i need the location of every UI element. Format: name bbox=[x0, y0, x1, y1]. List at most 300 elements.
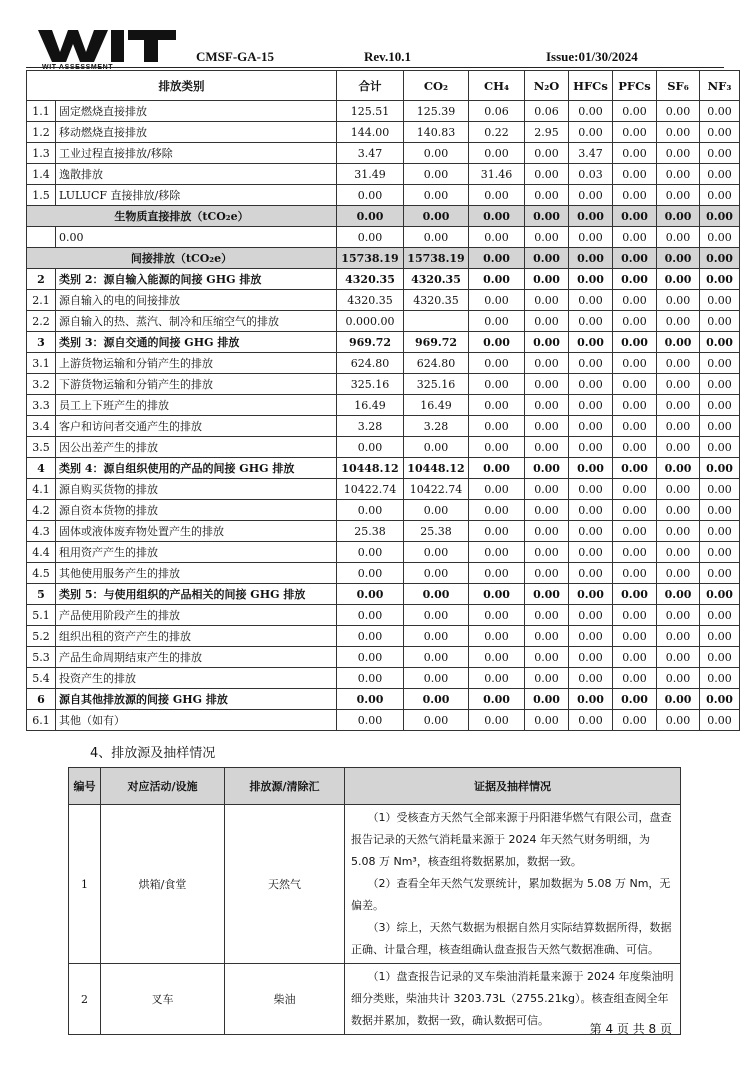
row-number: 3.5 bbox=[27, 437, 56, 458]
value-cell: 0.00 bbox=[469, 626, 525, 647]
value-cell: 0.00 bbox=[657, 689, 700, 710]
table-row bbox=[27, 122, 740, 143]
value-cell: 0.00 bbox=[657, 185, 700, 206]
value-cell: 0.00 bbox=[469, 563, 525, 584]
table-row bbox=[27, 437, 740, 458]
row-number: 4.2 bbox=[27, 500, 56, 521]
value-cell: 0.00 bbox=[404, 437, 469, 458]
value-cell: 0.00 bbox=[569, 647, 613, 668]
value-cell: 0.00 bbox=[657, 290, 700, 311]
value-cell: 0.00 bbox=[337, 227, 404, 248]
value-cell: 0.00 bbox=[613, 647, 657, 668]
value-cell: 0.00 bbox=[469, 416, 525, 437]
value-cell: 0.00 bbox=[469, 353, 525, 374]
value-cell: 0.00 bbox=[700, 143, 740, 164]
value-cell: 969.72 bbox=[337, 332, 404, 353]
value-cell: 0.00 bbox=[613, 689, 657, 710]
value-cell: 0.00 bbox=[337, 542, 404, 563]
source-cell: 天然气 bbox=[225, 805, 345, 964]
value-cell: 0.00 bbox=[337, 668, 404, 689]
value-cell: 0.00 bbox=[657, 332, 700, 353]
table-row bbox=[27, 542, 740, 563]
value-cell: 0.00 bbox=[700, 185, 740, 206]
value-cell: 0.00 bbox=[337, 185, 404, 206]
value-cell: 0.00 bbox=[469, 248, 525, 269]
value-cell: 0.00 bbox=[569, 185, 613, 206]
value-cell: 0.00 bbox=[613, 332, 657, 353]
col-header: NF₃ bbox=[700, 71, 740, 101]
value-cell: 0.00 bbox=[657, 164, 700, 185]
value-cell: 0.00 bbox=[700, 227, 740, 248]
value-cell: 0.00 bbox=[404, 500, 469, 521]
col-header: 对应活动/设施 bbox=[101, 768, 225, 805]
row-label: 源自资本货物的排放 bbox=[56, 500, 337, 521]
value-cell: 0.00 bbox=[525, 374, 569, 395]
row-number: 5.3 bbox=[27, 647, 56, 668]
table-row bbox=[27, 647, 740, 668]
value-cell: 0.00 bbox=[404, 605, 469, 626]
value-cell: 0.00 bbox=[469, 710, 525, 731]
value-cell: 0.00 bbox=[613, 416, 657, 437]
row-label: 投资产生的排放 bbox=[56, 668, 337, 689]
value-cell: 0.00 bbox=[613, 122, 657, 143]
value-cell: 0.00 bbox=[337, 437, 404, 458]
value-cell: 0.00 bbox=[569, 269, 613, 290]
activity-cell: 叉车 bbox=[101, 964, 225, 1035]
value-cell: 0.00 bbox=[613, 500, 657, 521]
row-number: 1.5 bbox=[27, 185, 56, 206]
value-cell: 0.00 bbox=[657, 647, 700, 668]
col-header: N₂O bbox=[525, 71, 569, 101]
value-cell: 0.00 bbox=[469, 143, 525, 164]
value-cell: 0.00 bbox=[569, 584, 613, 605]
row-number: 4.1 bbox=[27, 479, 56, 500]
value-cell: 0.00 bbox=[469, 311, 525, 332]
col-header: SF₆ bbox=[657, 71, 700, 101]
table-row bbox=[27, 500, 740, 521]
value-cell: 0.00 bbox=[469, 206, 525, 227]
value-cell: 0.00 bbox=[613, 290, 657, 311]
value-cell: 0.00 bbox=[657, 521, 700, 542]
row-label: 客户和访问者交通产生的排放 bbox=[56, 416, 337, 437]
table-row bbox=[27, 164, 740, 185]
value-cell: 15738.19 bbox=[404, 248, 469, 269]
row-label: 逸散排放 bbox=[56, 164, 337, 185]
value-cell: 0.00 bbox=[700, 521, 740, 542]
col-header: HFCs bbox=[569, 71, 613, 101]
value-cell: 0.00 bbox=[657, 143, 700, 164]
value-cell: 0.00 bbox=[569, 332, 613, 353]
row-label: 类别 4：源自组织使用的产品的间接 GHG 排放 bbox=[56, 458, 337, 479]
value-cell: 0.00 bbox=[404, 143, 469, 164]
row-number: 2.1 bbox=[27, 290, 56, 311]
value-cell: 0.00 bbox=[525, 395, 569, 416]
value-cell: 0.00 bbox=[613, 311, 657, 332]
row-number: 6 bbox=[27, 689, 56, 710]
table-row bbox=[27, 689, 740, 710]
issue-date: Issue:01/30/2024 bbox=[546, 49, 638, 64]
row-number: 2.2 bbox=[27, 311, 56, 332]
value-cell: 0.00 bbox=[700, 248, 740, 269]
value-cell: 0.00 bbox=[613, 143, 657, 164]
value-cell: 0.00 bbox=[469, 542, 525, 563]
row-number: 2 bbox=[69, 964, 101, 1035]
row-label: 源自其他排放源的间接 GHG 排放 bbox=[56, 689, 337, 710]
row-number: 1.2 bbox=[27, 122, 56, 143]
value-cell: 0.00 bbox=[525, 164, 569, 185]
value-cell: 0.00 bbox=[613, 605, 657, 626]
value-cell: 0.000.00 bbox=[337, 311, 404, 332]
value-cell: 0.00 bbox=[525, 353, 569, 374]
row-number: 1.3 bbox=[27, 143, 56, 164]
value-cell: 0.00 bbox=[337, 500, 404, 521]
col-header: PFCs bbox=[613, 71, 657, 101]
row-number: 4 bbox=[27, 458, 56, 479]
value-cell: 0.00 bbox=[613, 185, 657, 206]
value-cell: 0.00 bbox=[700, 374, 740, 395]
value-cell: 0.00 bbox=[404, 227, 469, 248]
row-number: 3.1 bbox=[27, 353, 56, 374]
value-cell: 3.28 bbox=[337, 416, 404, 437]
value-cell: 0.00 bbox=[657, 395, 700, 416]
table-row bbox=[27, 710, 740, 731]
value-cell: 0.00 bbox=[404, 710, 469, 731]
value-cell: 0.00 bbox=[469, 668, 525, 689]
table-row bbox=[27, 458, 740, 479]
value-cell: 0.00 bbox=[657, 500, 700, 521]
row-number: 4.3 bbox=[27, 521, 56, 542]
value-cell: 0.00 bbox=[469, 500, 525, 521]
value-cell: 0.00 bbox=[569, 290, 613, 311]
value-cell: 0.00 bbox=[337, 563, 404, 584]
table-row bbox=[27, 416, 740, 437]
value-cell: 3.47 bbox=[337, 143, 404, 164]
value-cell: 0.00 bbox=[700, 668, 740, 689]
value-cell: 0.00 bbox=[469, 521, 525, 542]
value-cell: 0.00 bbox=[525, 479, 569, 500]
value-cell: 0.00 bbox=[569, 122, 613, 143]
value-cell: 0.06 bbox=[469, 101, 525, 122]
table-row bbox=[27, 374, 740, 395]
row-number: 6.1 bbox=[27, 710, 56, 731]
evidence-paragraph: （1）受核查方天然气全部来源于丹阳港华燃气有限公司，盘查报告记录的天然气消耗量来源于 2024 年天然气财务明细，为 5.08 万 Nm³，核查组将数据累加，数据一致。 bbox=[351, 811, 672, 868]
col-header: 证据及抽样情况 bbox=[345, 768, 681, 805]
value-cell: 16.49 bbox=[404, 395, 469, 416]
value-cell: 0.00 bbox=[469, 605, 525, 626]
table-row bbox=[27, 332, 740, 353]
doc-code: CMSF-GA-15 bbox=[196, 49, 274, 64]
value-cell: 0.00 bbox=[657, 122, 700, 143]
row-label: 工业过程直接排放/移除 bbox=[56, 143, 337, 164]
value-cell: 0.00 bbox=[613, 269, 657, 290]
evidence-paragraph: （3）综上，天然气数据为根据自然月实际结算数据所得，数据正确、计量合理，核查组确认盘查报告天然气数据准确、可信。 bbox=[351, 921, 672, 956]
value-cell: 0.00 bbox=[525, 668, 569, 689]
value-cell: 4320.35 bbox=[404, 269, 469, 290]
table-row bbox=[27, 521, 740, 542]
value-cell: 0.00 bbox=[525, 521, 569, 542]
row-label: LULUCF 直接排放/移除 bbox=[56, 185, 337, 206]
value-cell: 0.00 bbox=[700, 101, 740, 122]
table-row bbox=[69, 805, 681, 964]
value-cell bbox=[404, 311, 469, 332]
section-title: 4、排放源及抽样情况 bbox=[90, 746, 216, 761]
value-cell: 0.00 bbox=[657, 605, 700, 626]
value-cell: 0.00 bbox=[657, 416, 700, 437]
value-cell: 0.00 bbox=[525, 563, 569, 584]
value-cell: 0.00 bbox=[700, 206, 740, 227]
value-cell: 0.00 bbox=[525, 437, 569, 458]
value-cell: 0.00 bbox=[404, 206, 469, 227]
value-cell: 0.00 bbox=[613, 542, 657, 563]
value-cell: 0.00 bbox=[613, 584, 657, 605]
value-cell: 0.00 bbox=[700, 122, 740, 143]
value-cell: 125.51 bbox=[337, 101, 404, 122]
value-cell: 0.00 bbox=[613, 479, 657, 500]
row-number: 2 bbox=[27, 269, 56, 290]
value-cell: 0.00 bbox=[525, 689, 569, 710]
value-cell: 0.00 bbox=[525, 290, 569, 311]
value-cell: 3.28 bbox=[404, 416, 469, 437]
value-cell: 0.00 bbox=[569, 605, 613, 626]
value-cell: 0.00 bbox=[337, 689, 404, 710]
value-cell: 0.00 bbox=[469, 290, 525, 311]
row-number: 4.4 bbox=[27, 542, 56, 563]
row-label: 上游货物运输和分销产生的排放 bbox=[56, 353, 337, 374]
value-cell: 16.49 bbox=[337, 395, 404, 416]
col-header: 编号 bbox=[69, 768, 101, 805]
row-number: 1 bbox=[69, 805, 101, 964]
row-label: 源自输入的电的间接排放 bbox=[56, 290, 337, 311]
value-cell: 0.00 bbox=[700, 290, 740, 311]
row-label: 固定燃烧直接排放 bbox=[56, 101, 337, 122]
table-row bbox=[27, 395, 740, 416]
value-cell: 0.00 bbox=[700, 542, 740, 563]
value-cell: 0.00 bbox=[613, 437, 657, 458]
row-label: 类别 2：源自输入能源的间接 GHG 排放 bbox=[56, 269, 337, 290]
value-cell: 0.00 bbox=[569, 500, 613, 521]
value-cell: 0.00 bbox=[700, 563, 740, 584]
col-header: CO₂ bbox=[404, 71, 469, 101]
value-cell: 0.00 bbox=[700, 500, 740, 521]
value-cell: 0.00 bbox=[525, 206, 569, 227]
value-cell: 0.00 bbox=[337, 710, 404, 731]
row-number: 3.4 bbox=[27, 416, 56, 437]
row-label: 其他（如有） bbox=[56, 710, 337, 731]
col-header: 排放类别 bbox=[27, 71, 337, 101]
row-number bbox=[27, 227, 56, 248]
value-cell: 0.00 bbox=[657, 248, 700, 269]
wit-logo bbox=[38, 28, 178, 76]
value-cell: 0.00 bbox=[657, 311, 700, 332]
value-cell: 0.00 bbox=[569, 416, 613, 437]
wit-logo-mark bbox=[38, 28, 178, 64]
value-cell: 0.00 bbox=[525, 626, 569, 647]
value-cell: 10422.74 bbox=[404, 479, 469, 500]
row-label: 类别 5：与使用组织的产品相关的间接 GHG 排放 bbox=[56, 584, 337, 605]
value-cell: 0.00 bbox=[404, 626, 469, 647]
value-cell: 0.00 bbox=[337, 626, 404, 647]
value-cell: 0.00 bbox=[569, 374, 613, 395]
value-cell: 0.22 bbox=[469, 122, 525, 143]
value-cell: 0.00 bbox=[700, 710, 740, 731]
value-cell: 0.00 bbox=[657, 353, 700, 374]
value-cell: 0.00 bbox=[404, 185, 469, 206]
value-cell: 0.00 bbox=[657, 626, 700, 647]
source-cell: 柴油 bbox=[225, 964, 345, 1035]
value-cell: 125.39 bbox=[404, 101, 469, 122]
value-cell: 0.00 bbox=[569, 710, 613, 731]
value-cell: 10448.12 bbox=[337, 458, 404, 479]
value-cell: 0.00 bbox=[525, 500, 569, 521]
value-cell: 0.00 bbox=[469, 269, 525, 290]
value-cell: 0.00 bbox=[569, 206, 613, 227]
value-cell: 0.00 bbox=[469, 584, 525, 605]
value-cell: 0.00 bbox=[569, 311, 613, 332]
value-cell: 0.00 bbox=[700, 689, 740, 710]
value-cell: 0.00 bbox=[569, 458, 613, 479]
table-row bbox=[27, 185, 740, 206]
value-cell: 0.00 bbox=[525, 416, 569, 437]
row-label: 下游货物运输和分销产生的排放 bbox=[56, 374, 337, 395]
value-cell: 0.00 bbox=[700, 353, 740, 374]
value-cell: 0.03 bbox=[569, 164, 613, 185]
row-label: 源自输入的热、蒸汽、制冷和压缩空气的排放 bbox=[56, 311, 337, 332]
row-number: 5.2 bbox=[27, 626, 56, 647]
row-label: 产品生命周期结束产生的排放 bbox=[56, 647, 337, 668]
table-row bbox=[27, 290, 740, 311]
table-row bbox=[27, 605, 740, 626]
value-cell: 0.00 bbox=[657, 458, 700, 479]
value-cell: 0.00 bbox=[525, 227, 569, 248]
table-row bbox=[27, 353, 740, 374]
col-header: 排放源/清除汇 bbox=[225, 768, 345, 805]
row-label: 类别 3：源自交通的间接 GHG 排放 bbox=[56, 332, 337, 353]
table-row bbox=[27, 101, 740, 122]
value-cell: 0.00 bbox=[569, 101, 613, 122]
value-cell: 0.00 bbox=[569, 668, 613, 689]
logo-subtitle: WIT ASSESSMENT bbox=[42, 64, 114, 71]
value-cell: 0.00 bbox=[657, 563, 700, 584]
table-row bbox=[27, 269, 740, 290]
row-number: 1.4 bbox=[27, 164, 56, 185]
row-number: 3.2 bbox=[27, 374, 56, 395]
value-cell: 0.00 bbox=[613, 458, 657, 479]
table-row bbox=[27, 584, 740, 605]
value-cell: 0.00 bbox=[613, 164, 657, 185]
table-header-row bbox=[27, 71, 740, 101]
value-cell: 0.00 bbox=[657, 710, 700, 731]
value-cell: 10448.12 bbox=[404, 458, 469, 479]
value-cell: 0.00 bbox=[469, 479, 525, 500]
value-cell: 0.00 bbox=[569, 563, 613, 584]
value-cell: 0.00 bbox=[569, 248, 613, 269]
row-label: 产品使用阶段产生的排放 bbox=[56, 605, 337, 626]
value-cell: 0.00 bbox=[700, 626, 740, 647]
row-label: 移动燃烧直接排放 bbox=[56, 122, 337, 143]
value-cell: 0.00 bbox=[569, 626, 613, 647]
value-cell: 0.00 bbox=[404, 542, 469, 563]
value-cell: 0.00 bbox=[569, 227, 613, 248]
value-cell: 140.83 bbox=[404, 122, 469, 143]
value-cell: 325.16 bbox=[337, 374, 404, 395]
col-header: CH₄ bbox=[469, 71, 525, 101]
sampling-table bbox=[68, 767, 681, 1035]
value-cell: 0.00 bbox=[700, 584, 740, 605]
value-cell: 0.00 bbox=[525, 143, 569, 164]
subtotal-label: 间接排放（tCO₂e） bbox=[27, 248, 337, 269]
value-cell: 325.16 bbox=[404, 374, 469, 395]
row-label: 员工上下班产生的排放 bbox=[56, 395, 337, 416]
value-cell: 0.00 bbox=[404, 668, 469, 689]
value-cell: 0.00 bbox=[657, 479, 700, 500]
value-cell: 0.00 bbox=[404, 647, 469, 668]
row-label: 组织出租的资产产生的排放 bbox=[56, 626, 337, 647]
value-cell: 0.00 bbox=[700, 164, 740, 185]
table-row bbox=[27, 563, 740, 584]
value-cell: 4320.35 bbox=[404, 290, 469, 311]
page-footer: 第 4 页 共 8 页 bbox=[589, 1022, 672, 1036]
value-cell: 0.00 bbox=[569, 353, 613, 374]
evidence-cell bbox=[345, 805, 681, 964]
value-cell: 0.00 bbox=[613, 374, 657, 395]
row-label: 源自购买货物的排放 bbox=[56, 479, 337, 500]
value-cell: 4320.35 bbox=[337, 290, 404, 311]
value-cell: 0.00 bbox=[469, 185, 525, 206]
value-cell: 0.00 bbox=[469, 689, 525, 710]
value-cell: 0.00 bbox=[404, 563, 469, 584]
value-cell: 0.00 bbox=[525, 647, 569, 668]
row-number: 3 bbox=[27, 332, 56, 353]
col-header: 合计 bbox=[337, 71, 404, 101]
row-label: 固体或液体废弃物处置产生的排放 bbox=[56, 521, 337, 542]
value-cell: 0.00 bbox=[613, 668, 657, 689]
value-cell: 3.47 bbox=[569, 143, 613, 164]
value-cell: 0.00 bbox=[569, 437, 613, 458]
value-cell: 0.00 bbox=[569, 542, 613, 563]
row-label: 租用资产产生的排放 bbox=[56, 542, 337, 563]
table-row bbox=[27, 479, 740, 500]
activity-cell: 烘箱/食堂 bbox=[101, 805, 225, 964]
value-cell: 0.00 bbox=[525, 710, 569, 731]
value-cell: 0.00 bbox=[469, 647, 525, 668]
value-cell: 0.00 bbox=[613, 248, 657, 269]
value-cell: 15738.19 bbox=[337, 248, 404, 269]
value-cell: 0.00 bbox=[469, 374, 525, 395]
value-cell: 0.00 bbox=[525, 332, 569, 353]
table-row bbox=[27, 206, 740, 227]
value-cell: 0.00 bbox=[569, 521, 613, 542]
value-cell: 0.00 bbox=[404, 164, 469, 185]
value-cell: 0.00 bbox=[613, 101, 657, 122]
row-label: 其他使用服务产生的排放 bbox=[56, 563, 337, 584]
value-cell: 0.00 bbox=[525, 185, 569, 206]
value-cell: 0.00 bbox=[657, 374, 700, 395]
table-row bbox=[27, 143, 740, 164]
value-cell: 0.00 bbox=[700, 269, 740, 290]
row-number: 5.1 bbox=[27, 605, 56, 626]
table-row bbox=[27, 311, 740, 332]
value-cell: 0.00 bbox=[613, 710, 657, 731]
value-cell: 0.00 bbox=[613, 563, 657, 584]
value-cell: 0.00 bbox=[469, 227, 525, 248]
value-cell: 0.00 bbox=[657, 227, 700, 248]
value-cell: 0.00 bbox=[613, 227, 657, 248]
value-cell: 0.00 bbox=[337, 206, 404, 227]
value-cell: 2.95 bbox=[525, 122, 569, 143]
value-cell: 0.00 bbox=[613, 395, 657, 416]
value-cell: 0.00 bbox=[469, 395, 525, 416]
value-cell: 0.00 bbox=[525, 584, 569, 605]
